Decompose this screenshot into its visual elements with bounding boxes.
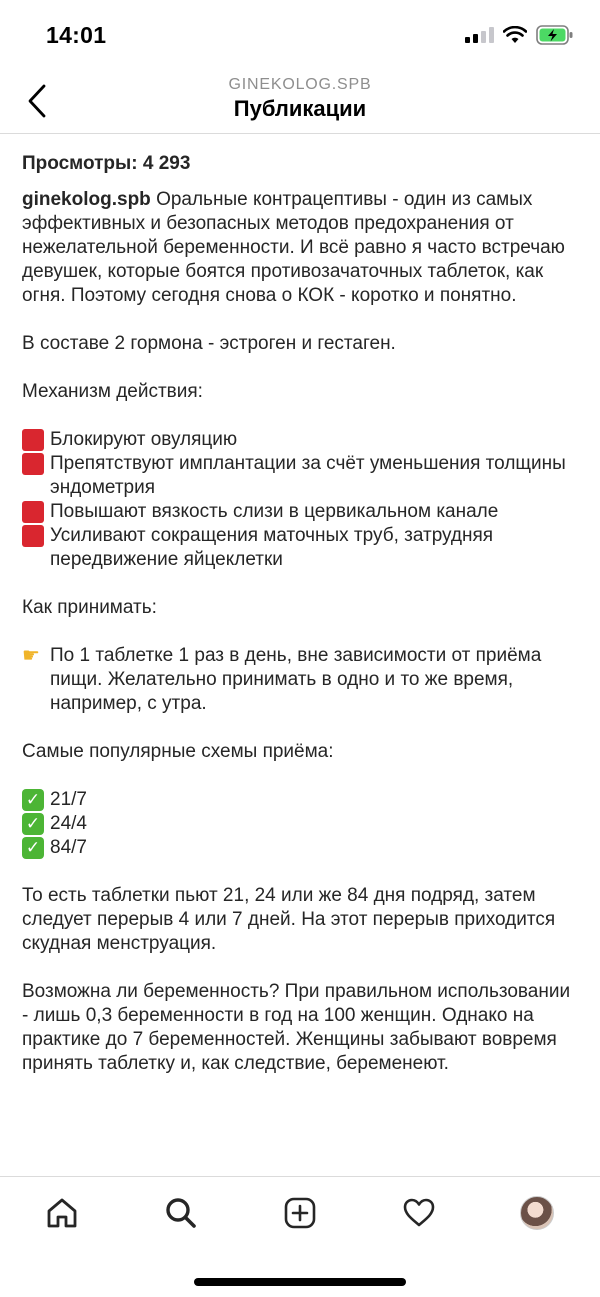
caption-intro <box>22 188 578 308</box>
tab-bar <box>0 1176 600 1256</box>
profile-avatar <box>520 1196 554 1230</box>
list-item: Усиливают сокращения маточных труб, затрудняя передвижение яйцеклетки <box>22 524 578 572</box>
list-item: ✓ 21/7 <box>22 788 578 812</box>
schemes-text: То есть таблетки пьют 21, 24 или же 84 дня подряд, затем следует перерыв 4 или 7 дней. На этот перерыв приходится скудная менструация. <box>22 885 556 954</box>
post-caption <box>22 152 578 1076</box>
how-text: ☛ По 1 таблетке 1 раз в день, вне зависимости от приёма пищи. Желательно принимать в одно и то же время, например, с утра. <box>22 645 542 714</box>
tab-activity[interactable] <box>399 1193 439 1233</box>
list-item: ✓ 84/7 <box>22 836 578 860</box>
add-post-icon <box>283 1196 317 1230</box>
status-icons <box>465 25 574 45</box>
check-mark-icon: ✓ <box>22 837 44 859</box>
tab-search[interactable] <box>161 1193 201 1233</box>
heart-icon <box>402 1196 436 1230</box>
pointing-hand-icon: ☛ <box>22 645 40 667</box>
composition-text: В составе 2 гормона - эстроген и гестаген. <box>22 333 396 354</box>
red-square-icon <box>22 429 44 451</box>
status-time: 14:01 <box>46 22 107 48</box>
pregnancy-text: Возможна ли беременность? При правильном использовании - лишь 0,3 беременности в год на 100 женщин. Однако на практике до 7 беременностей. Женщины забывают вовремя принять таблетку и, как следствие, беременеют. <box>22 981 571 1074</box>
home-icon <box>45 1196 79 1230</box>
views-count: Просмотры: 4 293 <box>22 153 191 174</box>
status-bar <box>0 0 600 70</box>
account-name: GINEKOLOG.SPB <box>228 76 372 93</box>
list-item: Блокируют овуляцию <box>22 428 578 452</box>
tab-profile[interactable] <box>517 1193 557 1233</box>
tab-home[interactable] <box>42 1193 82 1233</box>
search-icon <box>164 1196 198 1230</box>
intro-text: Оральные контрацептивы - один из самых эффективных и безопасных методов предохранения от нежелательной беременности. И всё равно я часто встречаю девушек, которые боятся противозачаточных таблеток, как огня. Поэтому сегодня снова о КОК - коротко и понятно. <box>22 189 565 306</box>
how-title: Как принимать: <box>22 597 157 618</box>
mechanism-title: Механизм действия: <box>22 381 203 402</box>
check-mark-icon: ✓ <box>22 789 44 811</box>
nav-header <box>0 70 600 134</box>
wifi-icon <box>503 26 527 44</box>
battery-charging-icon <box>536 25 574 45</box>
red-square-icon <box>22 501 44 523</box>
schemes-title: Самые популярные схемы приёма: <box>22 741 334 762</box>
red-square-icon <box>22 453 44 475</box>
home-indicator[interactable] <box>194 1278 406 1286</box>
list-item: Препятствуют имплантации за счёт уменьшения толщины эндометрия <box>22 452 578 500</box>
list-item: ✓ 24/4 <box>22 812 578 836</box>
red-square-icon <box>22 525 44 547</box>
tab-new-post[interactable] <box>280 1193 320 1233</box>
list-item: Повышают вязкость слизи в цервикальном канале <box>22 500 578 524</box>
caption-author-link[interactable]: ginekolog.spb <box>22 189 151 210</box>
page-title: Публикации <box>233 96 367 121</box>
check-mark-icon: ✓ <box>22 813 44 835</box>
cellular-signal-icon <box>465 27 494 43</box>
